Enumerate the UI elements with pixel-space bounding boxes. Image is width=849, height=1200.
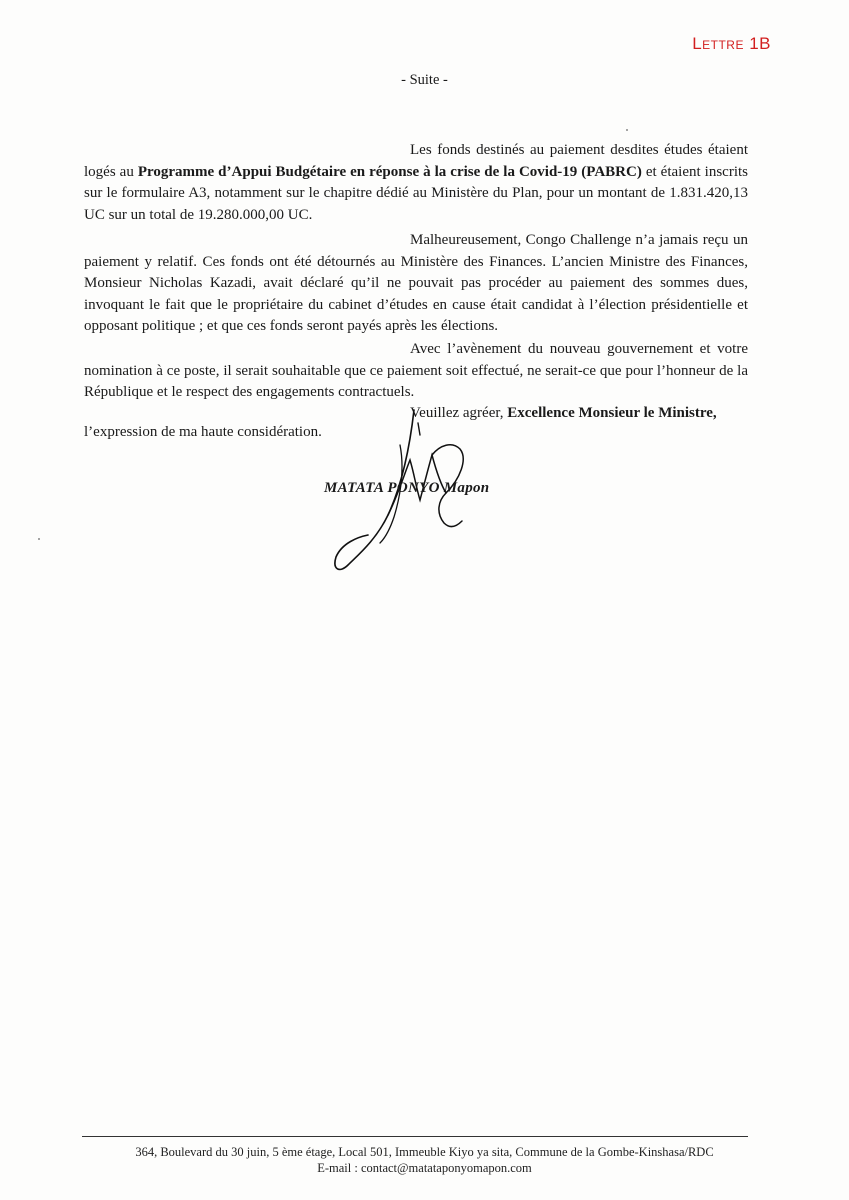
paragraph-payment-text: Malheureusement, Congo Challenge n’a jamais reçu un paiement y relatif. Ces fonds ont été détournés au Ministère des Finances. L’ancien Ministre des Finances, Monsieur Nicholas Kazadi, avait déclaré qu’il ne pouvait pas procéder au paiement des sommes dues, invoquant le fait que le propriétaire du cabinet d’études en cause était candidat à l’élection présidentielle et opposant politique ; et que ces fonds seront payés après les élections. [84,232,748,334]
paragraph-funds [84,140,748,226]
paragraph-funds-text-b: et étaient inscrits sur le formulaire A3, notamment sur le chapitre dédié au Ministère du Plan, pour un montant de 1.831.420,13 UC sur un total de 19.280.000,00 UC. [84,163,748,223]
footer [0,1144,849,1176]
paragraph-request-text: Avec l’avènement du nouveau gouvernement et votre nomination à ce poste, il serait souhaitable que ce paiement soit effectué, ne serait-ce que pour l’honneur de la République et le respect des engagements contractuels. [84,341,748,400]
document-tag: Lettre 1B [692,34,771,53]
footer-email: E-mail : contact@matataponyomapon.com [317,1161,532,1175]
closing-line: l’expression de ma haute considération. [84,424,322,440]
paragraph-payment [84,230,748,338]
continuation-header: - Suite - [401,72,448,88]
salutation-text: Veuillez agréer, [410,405,508,421]
signer-name: MATATA PONYO Mapon [324,480,490,496]
scan-speck [38,538,40,540]
paragraph-funds-text-a: Les fonds destinés au paiement desdites études étaient logés au [84,142,748,180]
scan-speck [626,129,628,131]
program-name: Programme d’Appui Budgétaire en réponse à la crise de la Covid-19 (PABRC) [137,163,642,180]
paragraph-request [84,339,748,404]
salutation-addressee: Excellence Monsieur le Ministre, [507,405,717,421]
footer-address: 364, Boulevard du 30 juin, 5 ème étage, Local 501, Immeuble Kiyo ya sita, Commune de la Gombe-Kinshasa/RDC [135,1145,714,1159]
footer-divider [82,1136,748,1137]
